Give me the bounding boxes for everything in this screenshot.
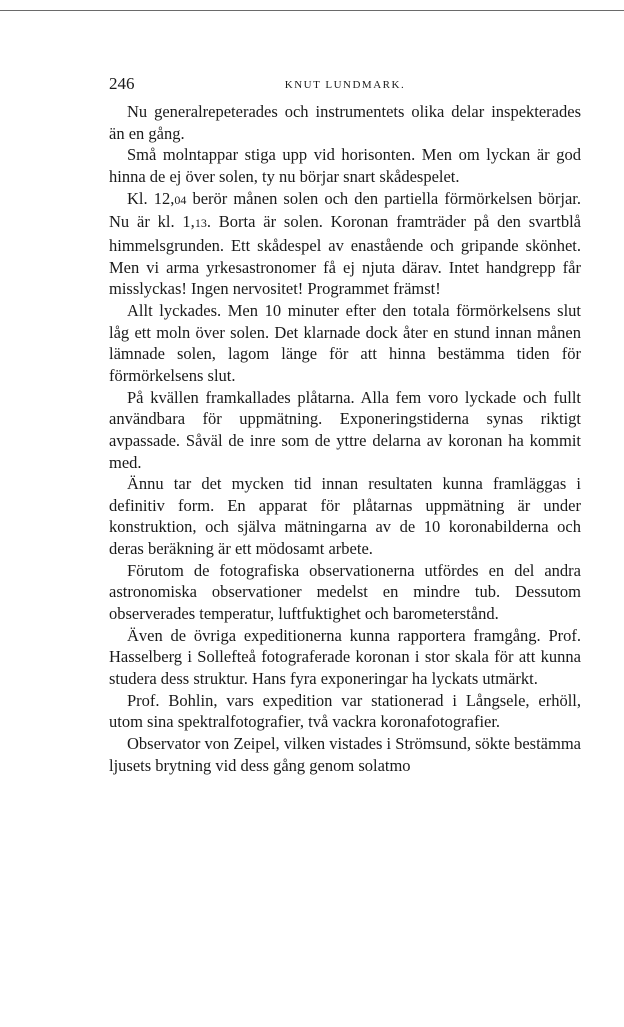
paragraph-9: Prof. Bohlin, vars expedition var stationerad i Långsele, erhöll, utom sina spektralfotografier, två vackra koronafotografier. — [109, 690, 581, 732]
page-header — [109, 72, 581, 98]
paragraph-3 — [109, 188, 581, 300]
time-minutes-2: 13 — [194, 216, 207, 231]
paragraph-3-text-a: berör månen solen och den partiella förmörkelsen börjar. Nu är kl. 1, — [109, 188, 581, 232]
page-number: 246 — [109, 74, 135, 93]
paragraph-5: På kvällen framkallades plåtarna. Alla fem voro lyckade och fullt användbara för uppmätning. Exponeringstiderna synas riktigt avpassade. Såväl de inre som de yttre delarna av koronan ha kommit med. — [109, 387, 581, 472]
paragraph-10: Observator von Zeipel, vilken vistades i Strömsund, sökte bestämma ljusets brytning vid dess gång genom solatmo — [109, 734, 581, 775]
paragraph-2: Små molntappar stiga upp vid horisonten. Men om lyckan är god hinna de ej över solen, ty nu börjar snart skådespelet. — [109, 145, 581, 186]
running-head: KNUT LUNDMARK. — [284, 79, 406, 91]
paragraph-8: Även de övriga expeditionerna kunna rapportera framgång. Prof. Hasselberg i Sollefteå fotograferade koronan i stor skala för att kunna studera dess struktur. Hans fyra exponeringar ha lyckats utmärkt. — [109, 625, 581, 689]
time-label-1: Kl. 12, — [127, 188, 175, 208]
time-minutes-1: 04 — [174, 192, 187, 207]
body-text — [109, 101, 581, 776]
paragraph-4: Allt lyckades. Men 10 minuter efter den totala förmörkelsens slut låg ett moln över solen. Det klarnade dock åter en stund innan månen lämnade solen, lagom länge för att hinna bestämma tiden för förmörkelsens slut. — [109, 300, 581, 385]
paragraph-6: Ännu tar det mycken tid innan resultaten kunna framläggas i definitiv form. En apparat för plåtarnas uppmätning är under konstruktion, och själva mätningarna av de 10 koronabilderna och deras beräkning är ett mödosamt arbete. — [109, 474, 581, 559]
paragraph-3-text-b: . Borta är solen. Koronan framträder på den svartblå himmelsgrunden. Ett skådespel av enastående och gripande skönhet. Men vi arma yrkesastronomer få ej njuta därav. Intet handgrepp får misslyckas! Ingen nervositet! Programmet främst! — [109, 212, 581, 299]
top-rule — [0, 10, 624, 11]
paragraph-1: Nu generalrepeterades och instrumentets olika delar inspekterades än en gång. — [109, 102, 581, 143]
book-page — [109, 72, 581, 776]
paragraph-7: Förutom de fotografiska observationerna utfördes en del andra astronomiska observationer medelst en mindre tub. Dessutom observerades temperatur, luftfuktighet och barometerstånd. — [109, 560, 581, 624]
